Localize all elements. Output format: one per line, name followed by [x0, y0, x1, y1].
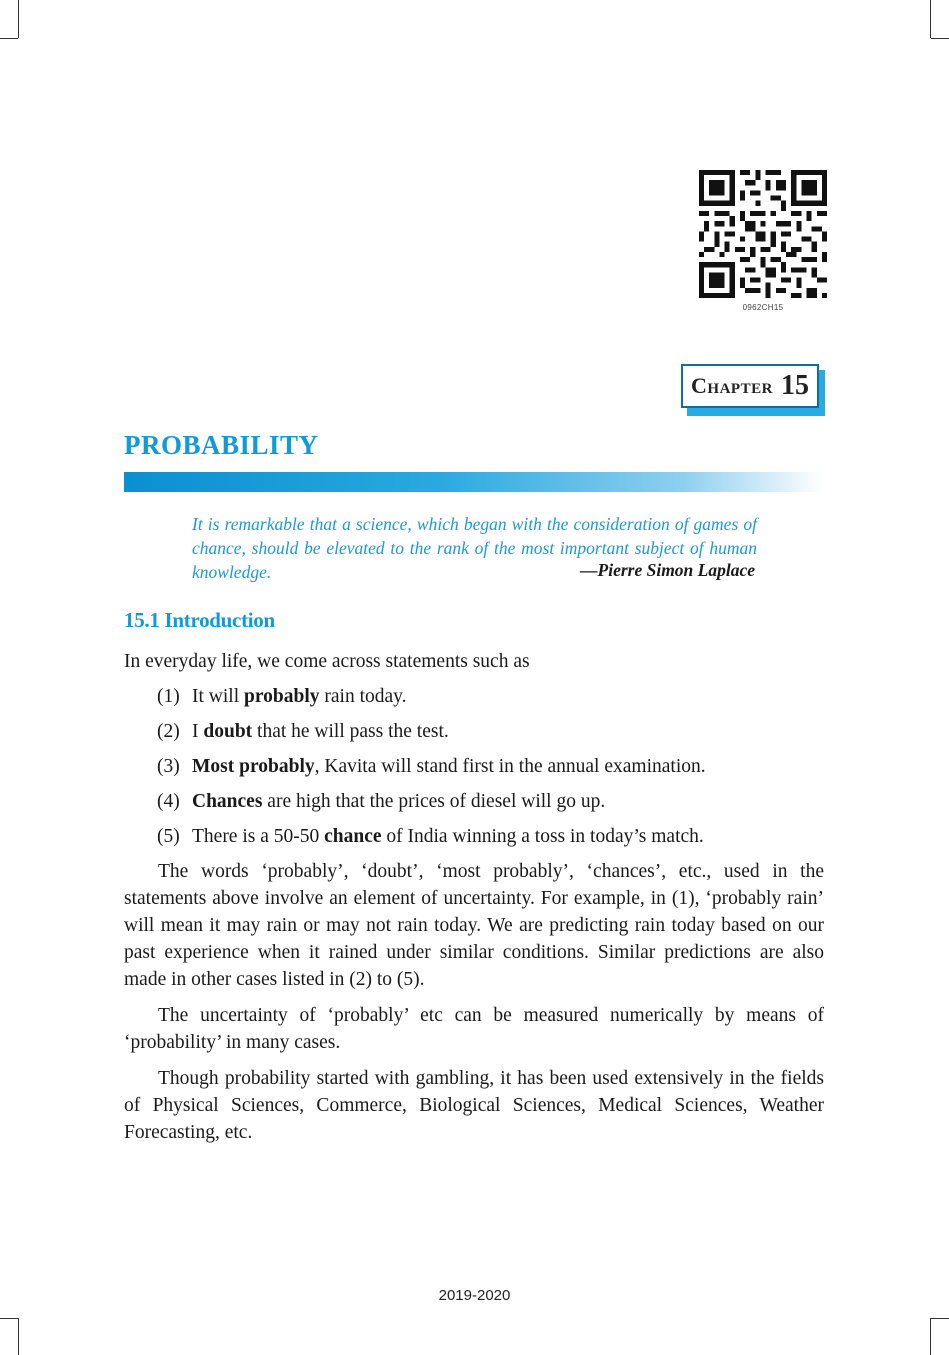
qr-code-label: 0962CH15 [742, 303, 784, 312]
footer-year: 2019-2020 [438, 1287, 511, 1304]
crop-mark-bottom-right-h [931, 1318, 949, 1319]
body-paragraph: The words ‘probably’, ‘doubt’, ‘most probably’, ‘chances’, etc., used in the statements above involve an element of uncertainty. For example, in (1), ‘probably rain’ will mean it may rain or may not rain today. We are predicting rain today based on our past experience when it rained under similar conditions. Similar predictions are also made in other cases listed in (2) to (5). [124, 861, 824, 990]
crop-mark-top-left-h [0, 38, 18, 39]
crop-mark-bottom-left-h [0, 1318, 18, 1319]
epigraph-quote: It is remarkable that a science, which began with the consideration of games of chance, should be elevated to the rank of the most important subject of human knowledge. [192, 514, 757, 582]
chapter-badge [681, 364, 819, 408]
list-item: (5) There is a 50-50 chance of India winning a toss in today’s match. [157, 826, 704, 847]
list-item: (2) I doubt that he will pass the test. [157, 721, 449, 742]
chapter-title: PROBABILITY [124, 430, 319, 460]
chapter-number: 15 [780, 370, 809, 401]
epigraph-author: —Pierre Simon Laplace [580, 560, 755, 580]
qr-code-icon[interactable] [699, 170, 827, 298]
crop-mark-top-right-h [931, 38, 949, 39]
section-heading: 15.1 Introduction [124, 608, 275, 632]
chapter-word: Chapter [691, 373, 773, 398]
list-item: (4) Chances are high that the prices of diesel will go up. [157, 791, 606, 812]
crop-mark-top-left-v [18, 0, 19, 38]
crop-mark-bottom-left-v [18, 1318, 19, 1355]
title-gradient-bar [124, 472, 824, 492]
intro-paragraph: In everyday life, we come across statements such as [124, 651, 530, 672]
body-paragraph: The uncertainty of ‘probably’ etc can be measured numerically by means of ‘probability’ in many cases. [124, 1005, 824, 1053]
list-item: (3) Most probably, Kavita will stand first in the annual examination. [157, 756, 706, 777]
list-item: (1) It will probably rain today. [157, 686, 407, 707]
body-paragraph: Though probability started with gambling, it has been used extensively in the fields of Physical Sciences, Commerce, Biological Sciences, Medical Sciences, Weather Forecasting, etc. [124, 1068, 824, 1143]
crop-mark-top-right-v [930, 0, 931, 38]
crop-mark-bottom-right-v [930, 1318, 931, 1355]
